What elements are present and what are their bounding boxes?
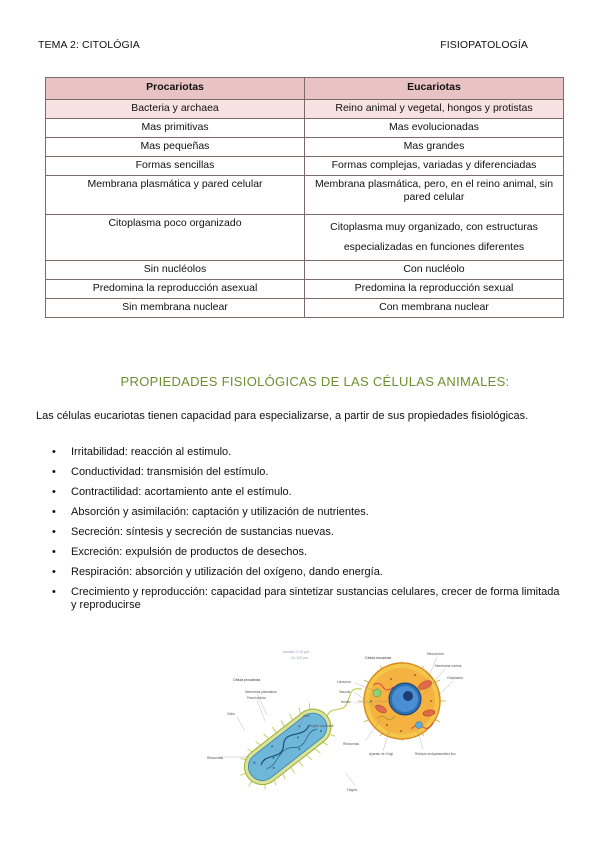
euk-label-citoplasma: Citoplasma: [447, 676, 463, 680]
table-row: [46, 280, 564, 299]
list-item: [52, 586, 564, 612]
list-item-text: Crecimiento y reproducción: capacidad para sintetizar sustancias celulares, crecer de forma limitada y reproducirse: [71, 586, 560, 611]
list-item-text: Absorción y asimilación: captación y utilización de nutrientes.: [71, 506, 369, 518]
list-item: [52, 466, 564, 479]
table-cell: Reino animal y vegetal, hongos y protistas: [305, 100, 564, 119]
list-item-text: Conductividad: transmisión del estímulo.: [71, 466, 269, 478]
table-cell: Mas pequeñas: [46, 138, 305, 157]
prok-label-membrana: Membrana plasmática: [245, 690, 277, 694]
prok-label-adn: ADN: [303, 714, 310, 718]
table-row: [46, 299, 564, 318]
cell-diagram: [205, 645, 565, 795]
table-row: [46, 138, 564, 157]
list-item: [52, 546, 564, 559]
table-cell: Bacteria y archaea: [46, 100, 305, 119]
euk-label-vacuola: Vacuola: [339, 690, 351, 694]
table-row: [46, 176, 564, 215]
table-cell: Mas evolucionadas: [305, 119, 564, 138]
table-cell: Predomina la reproducción sexual: [305, 280, 564, 299]
table-cell: Citoplasma muy organizado, con estructuras especializadas en funciones diferentes: [305, 215, 564, 261]
properties-list: [52, 446, 564, 619]
prok-label-pared: Pared celular: [247, 696, 266, 700]
table-cell: Sin membrana nuclear: [46, 299, 305, 318]
bullet-icon: •: [52, 546, 56, 558]
euk-label-golgi: Aparato de Golgi: [369, 752, 393, 756]
table-row: [46, 157, 564, 176]
table-cell: Membrana plasmática, pero, en el reino animal, sin pared celular: [305, 176, 564, 215]
comparison-table: [45, 77, 564, 318]
table-cell: Predomina la reproducción asexual: [46, 280, 305, 299]
handwritten-note-2: 10-100 µm: [291, 656, 309, 660]
header-procariotas: Procariotas: [46, 78, 305, 100]
bullet-icon: •: [52, 506, 56, 518]
header-subject: FISIOPATOLOGÍA: [440, 39, 528, 51]
list-item: [52, 526, 564, 539]
table-row: [46, 261, 564, 280]
eukaryote-title: Célula eucariota: [365, 656, 391, 660]
bullet-icon: •: [52, 526, 56, 538]
euk-label-nucleo: Núcleo: [341, 700, 351, 704]
list-item: [52, 446, 564, 459]
prok-label-flagelo: Flagelo: [347, 788, 358, 792]
table-cell: Mas grandes: [305, 138, 564, 157]
header-eucariotas: Eucariotas: [305, 78, 564, 100]
bullet-icon: •: [52, 446, 56, 458]
handwritten-note-1: tamaño 1-10 µm: [283, 650, 310, 654]
list-item-text: Respiración: absorción y utilización del oxígeno, dando energía.: [71, 566, 383, 578]
prokaryote-title: Célula procariota: [233, 678, 261, 682]
euk-label-lisosoma: Lisosoma: [337, 680, 351, 684]
bullet-icon: •: [52, 586, 56, 598]
table-cell: Sin nucléolos: [46, 261, 305, 280]
prok-label-cilios: Cilios: [227, 712, 235, 716]
bullet-icon: •: [52, 566, 56, 578]
prok-label-nucleoide: Región nucleoide: [309, 724, 334, 728]
prokaryote-cell: [207, 669, 377, 795]
eukaryote-cell: [337, 652, 463, 756]
list-item-text: Irritabilidad: reacción al estimulo.: [71, 446, 232, 458]
list-item-text: Excreción: expulsión de productos de desechos.: [71, 546, 308, 558]
table-cell: Mas primitivas: [46, 119, 305, 138]
bullet-icon: •: [52, 466, 56, 478]
bullet-icon: •: [52, 486, 56, 498]
table-cell: Membrana plasmática y pared celular: [46, 176, 305, 215]
intro-paragraph: Las células eucariotas tienen capacidad para especializarse, a partir de sus propiedades fisiológicas.: [36, 410, 529, 422]
euk-label-ribosomas: Ribosomas: [343, 742, 359, 746]
prok-label-ribosomas: Ribosomas: [207, 756, 223, 760]
table-cell: Con membrana nuclear: [305, 299, 564, 318]
list-item-text: Contractilidad: acortamiento ante el estímulo.: [71, 486, 292, 498]
table-cell: Formas complejas, variadas y diferenciadas: [305, 157, 564, 176]
table-cell: Citoplasma poco organizado: [46, 215, 305, 261]
list-item: [52, 506, 564, 519]
table-row: [46, 215, 564, 261]
list-item: [52, 486, 564, 499]
table-row: [46, 100, 564, 119]
list-item: [52, 566, 564, 579]
cell-diagram-svg: [205, 645, 565, 795]
euk-label-reticulo: Retículo endoplasmático liso: [415, 752, 456, 756]
header-topic: TEMA 2: CITOLÓGIA: [38, 39, 140, 51]
euk-label-membrana-nuclear: Membrana nuclear: [435, 664, 462, 668]
table-row: [46, 119, 564, 138]
euk-label-mitocondria: Mitocondria: [427, 652, 444, 656]
table-header-row: [46, 78, 564, 100]
table-cell: Con nucléolo: [305, 261, 564, 280]
list-item-text: Secreción: síntesis y secreción de sustancias nuevas.: [71, 526, 334, 538]
section-title: PROPIEDADES FISIOLÓGICAS DE LAS CÉLULAS ANIMALES:: [120, 374, 510, 389]
table-cell: Formas sencillas: [46, 157, 305, 176]
